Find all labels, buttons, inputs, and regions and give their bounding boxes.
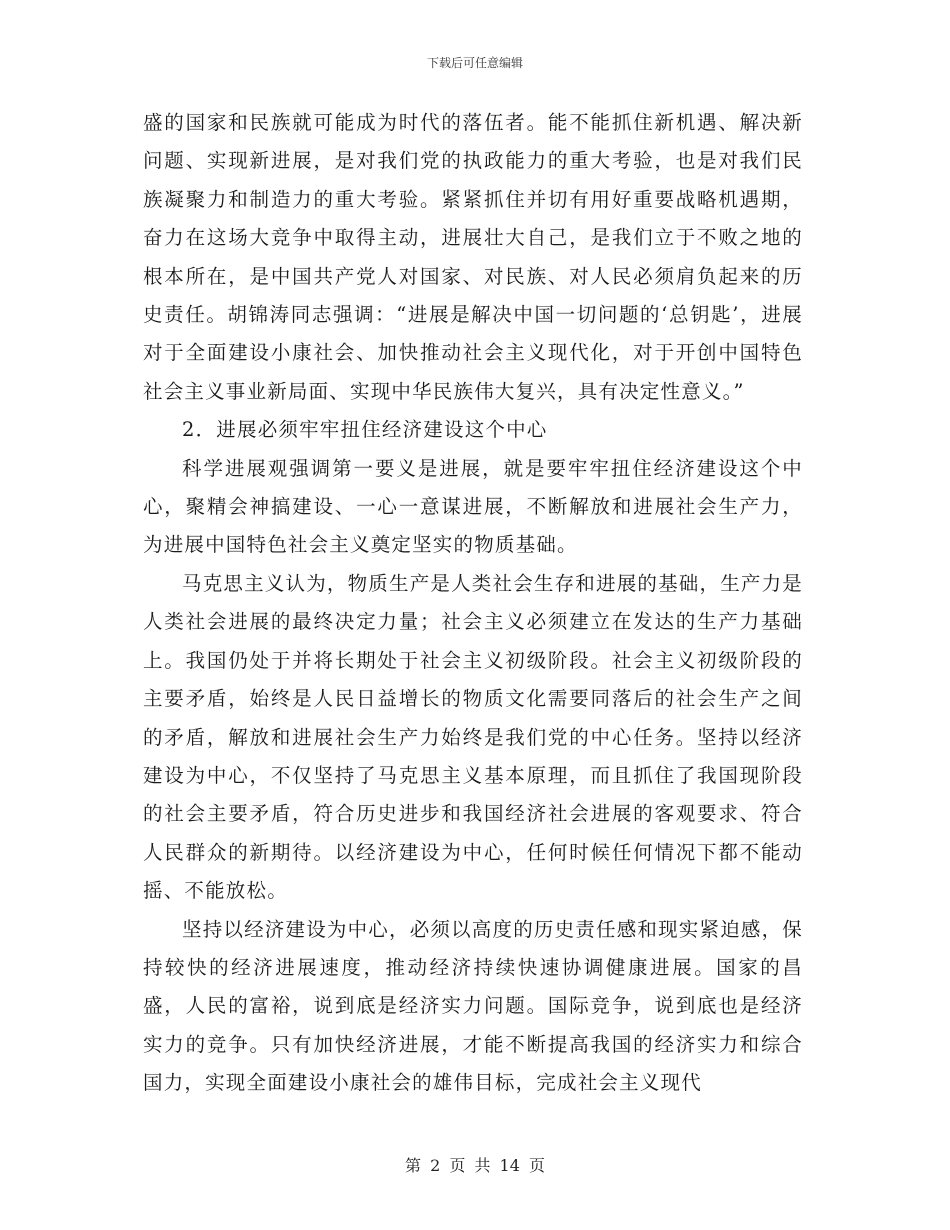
- document-body: [143, 104, 803, 1103]
- page-number-footer: 第 2 页 共 14 页: [405, 1156, 545, 1175]
- section-heading: 2．进展必须牢牢扭住经济建设这个中心: [182, 418, 548, 442]
- paragraph: 马克思主义认为，物质生产是人类社会生存和进展的基础，生产力是人类社会进展的最终决定力量；社会主义必须建立在发达的生产力基础上。我国仍处于并将长期处于社会主义初级阶段。社会主义初级阶段的主要矛盾，始终是人民日益增长的物质文化需要同落后的社会生产之间的矛盾，解放和进展社会生产力始终是我们党的中心任务。坚持以经济建设为中心，不仅坚持了马克思主义基本原理，而且抓住了我国现阶段的社会主要矛盾，符合历史进步和我国经济社会进展的客观要求、符合人民群众的新期待。以经济建设为中心，任何时候任何情况下都不能动摇、不能放松。: [143, 571, 804, 903]
- paragraph: 坚持以经济建设为中心，必须以高度的历史责任感和现实紧迫感，保持较快的经济进展速度，推动经济持续快速协调健康进展。国家的昌盛，人民的富裕，说到底是经济实力问题。国际竞争，说到底也是经济实力的竞争。只有加快经济进展，才能不断提高我国的经济实力和综合国力，实现全面建设小康社会的雄伟目标，完成社会主义现代: [143, 917, 804, 1095]
- paragraph: 科学进展观强调第一要义是进展，就是要牢牢扭住经济建设这个中心，聚精会神搞建设、一心一意谋进展，不断解放和进展社会生产力，为进展中国特色社会主义奠定坚实的物质基础。: [143, 456, 803, 557]
- paragraph-continuation: 盛的国家和民族就可能成为时代的落伍者。能不能抓住新机遇、解决新问题、实现新进展，是对我们党的执政能力的重大考验，也是对我们民族凝聚力和制造力的重大考验。紧紧抓住并切有用好重要战略机遇期，奋力在这场大竞争中取得主动，进展壮大自己，是我们立于不败之地的根本所在，是中国共产党人对国家、对民族、对人民必须肩负起来的历史责任。胡锦涛同志强调：“进展是解决中国一切问题的‘总钥匙’，进展对于全面建设小康社会、加快推动社会主义现代化，对于开创中国特色社会主义事业新局面、实现中华民族伟大复兴，具有决定性意义。”: [143, 111, 803, 403]
- page-header: 下载后可任意编辑: [426, 56, 523, 70]
